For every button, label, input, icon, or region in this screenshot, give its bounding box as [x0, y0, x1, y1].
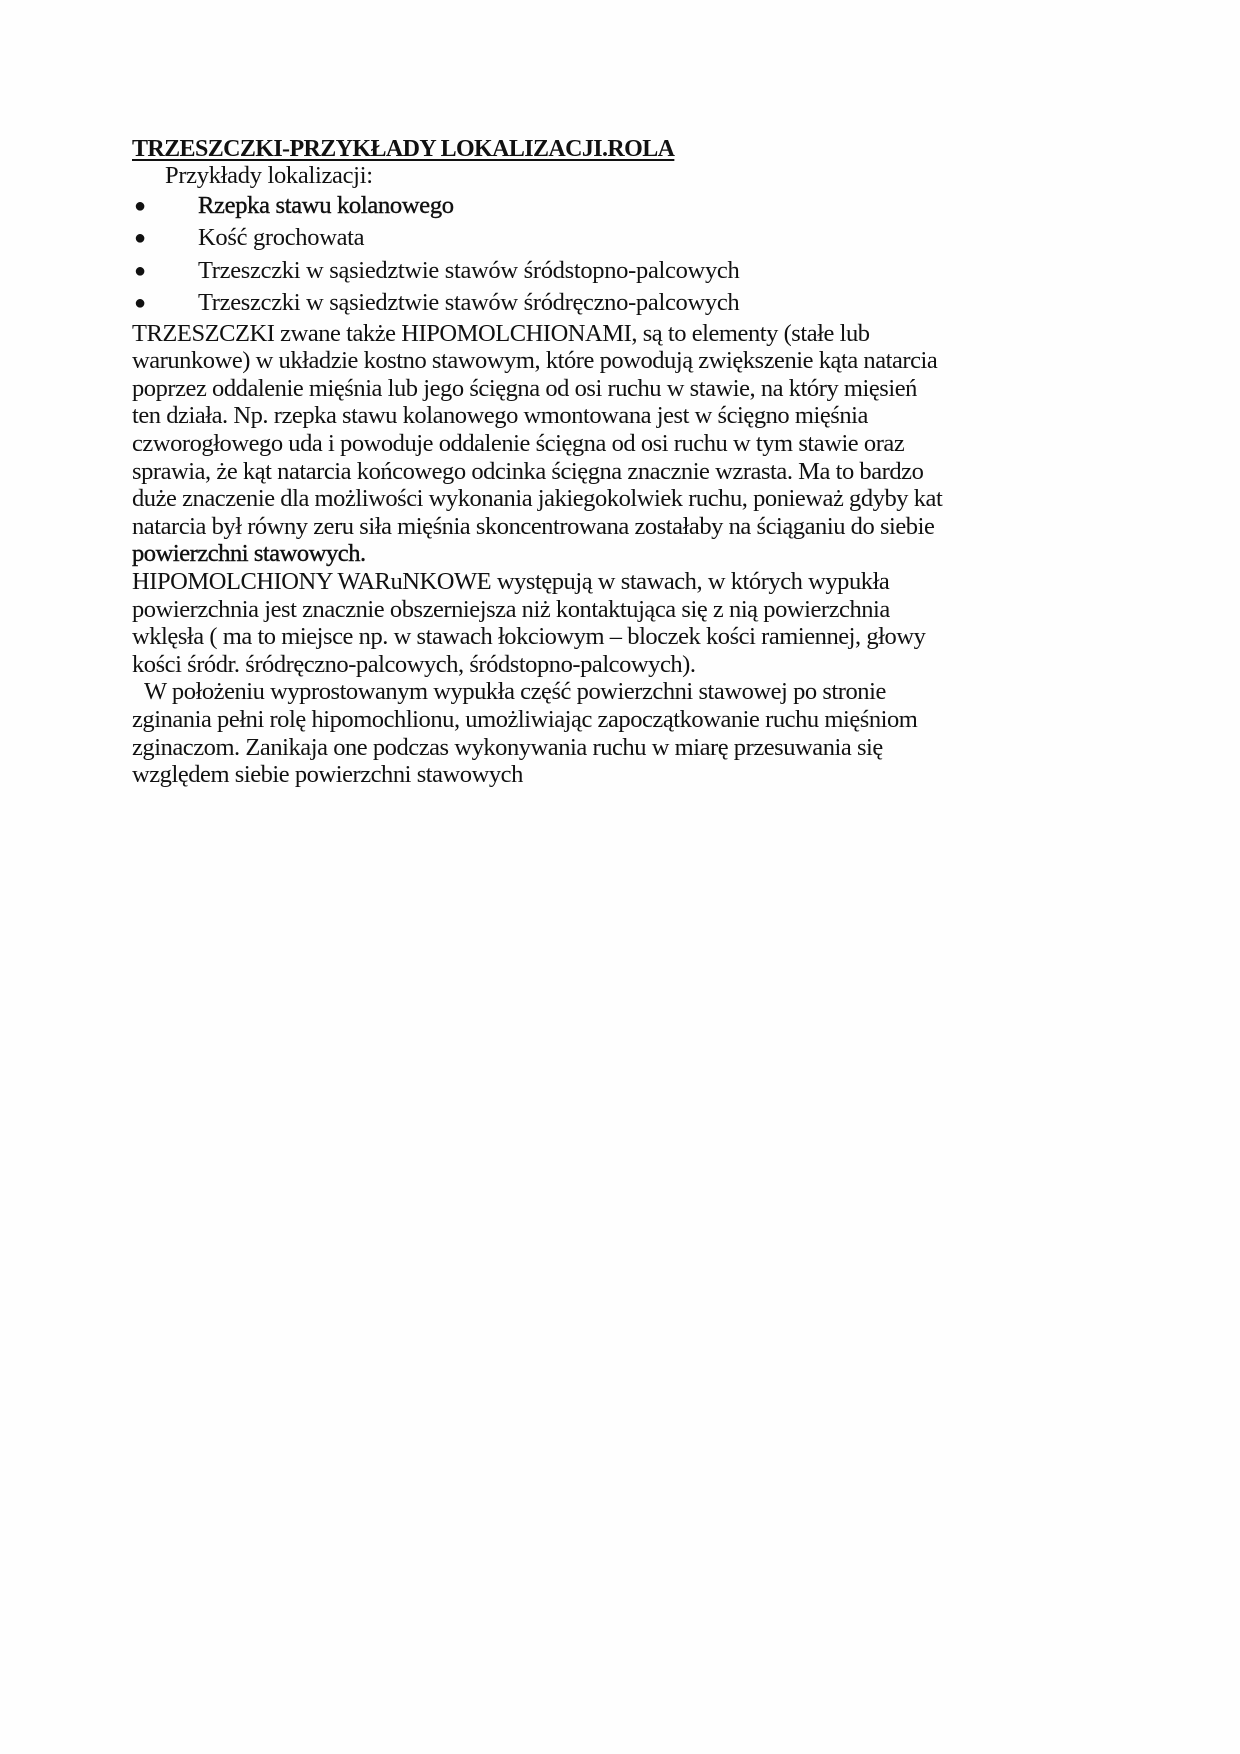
- list-item: [132, 287, 1092, 320]
- bullet-icon: ●: [134, 227, 146, 250]
- paragraph-extended-position: [132, 678, 1092, 788]
- bullet-icon: ●: [134, 194, 146, 217]
- document-title: TRZESZCZKI-PRZYKŁADY LOKALIZACJI.ROLA: [132, 136, 675, 162]
- text-line: zginania pełni rolę hipomochlionu, umożliwiając zapoczątkowanie ruchu mięśniom: [132, 705, 918, 733]
- text-line: zginaczom. Zanikaja one podczas wykonywania ruchu w miarę przesuwania się: [132, 733, 883, 761]
- paragraph-conditional-hypomochlia: [132, 568, 1092, 678]
- text-line: powierzchnia jest znacznie obszerniejsza niż kontaktująca się z nią powierzchnia: [132, 595, 890, 623]
- list-item-label: Trzeszczki w sąsiedztwie stawów śródręczno-palcowych: [198, 289, 740, 317]
- text-line: W położeniu wyprostowanym wypukła część powierzchni stawowej po stronie: [144, 678, 886, 706]
- text-line: natarcia był równy zeru siła mięśnia skoncentrowana zostałaby na ściąganiu do siebie: [132, 512, 935, 540]
- text-line: sprawia, że kąt natarcia końcowego odcinka ścięgna znacznie wzrasta. Ma to bardzo: [132, 457, 924, 485]
- list-item: [132, 190, 1092, 223]
- paragraph-definition: [132, 320, 1092, 568]
- text-line: względem siebie powierzchni stawowych: [132, 761, 523, 789]
- list-item-label: Trzeszczki w sąsiedztwie stawów śródstopno-palcowych: [198, 256, 740, 284]
- text-line: warunkowe) w układzie kostno stawowym, które powodują zwiększenie kąta natarcia: [132, 347, 938, 375]
- locations-heading: Przykłady lokalizacji:: [165, 162, 373, 189]
- list-item-label: Kość grochowata: [198, 224, 365, 252]
- document-body: [132, 134, 1092, 789]
- text-line: ten działa. Np. rzepka stawu kolanowego wmontowana jest w ścięgno mięśnia: [132, 402, 868, 430]
- text-line: czworogłowego uda i powoduje oddalenie ścięgna od osi ruchu w tym stawie oraz: [132, 429, 905, 457]
- bullet-icon: ●: [134, 292, 146, 315]
- text-line: powierzchni stawowych.: [132, 540, 366, 568]
- text-line: kości śródr. śródręczno-palcowych, śródstopno-palcowych).: [132, 650, 696, 678]
- list-item: [132, 222, 1092, 255]
- bullet-icon: ●: [134, 259, 146, 282]
- text-line: duże znaczenie dla możliwości wykonania jakiegokolwiek ruchu, ponieważ gdyby kat: [132, 485, 943, 513]
- text-line: HIPOMOLCHIONY WARuNKOWE występują w stawach, w których wypukła: [132, 567, 890, 595]
- locations-list: [132, 190, 1092, 320]
- text-line: wklęsła ( ma to miejsce np. w stawach łokciowym – bloczek kości ramiennej, głowy: [132, 623, 926, 651]
- list-item-label: Rzepka stawu kolanowego: [198, 191, 454, 219]
- text-line: poprzez oddalenie mięśnia lub jego ścięgna od osi ruchu w stawie, na który mięsień: [132, 374, 917, 402]
- list-item: [132, 255, 1092, 288]
- text-line: TRZESZCZKI zwane także HIPOMOLCHIONAMI, są to elementy (stałe lub: [132, 319, 870, 347]
